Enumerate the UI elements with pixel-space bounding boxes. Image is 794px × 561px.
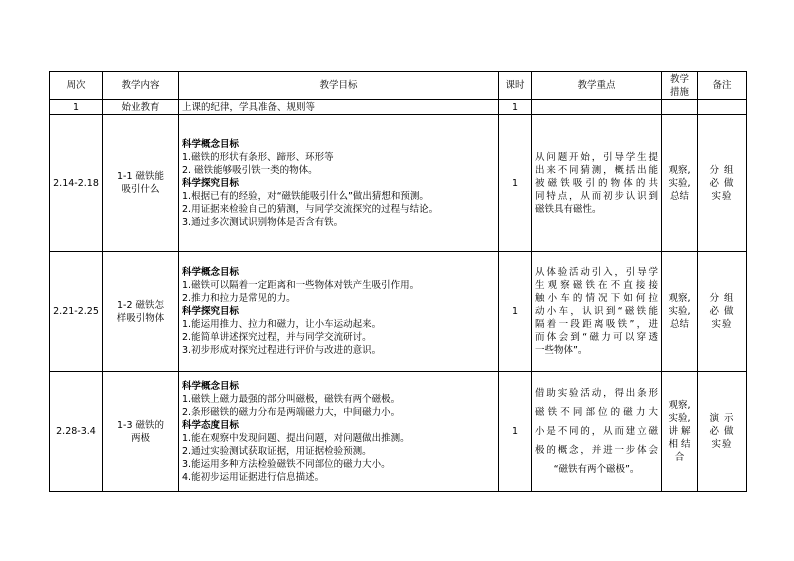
key-line: 出来不同猜测，概括出能 — [535, 164, 658, 176]
key-line: 触小车的情况下如何拉 — [535, 293, 658, 304]
measure-line: 观察, — [668, 164, 691, 176]
content-cell — [103, 252, 179, 372]
week-cell: 2.21-2.25 — [50, 252, 103, 372]
hours-cell: 1 — [499, 252, 532, 372]
goal-item: 4.能初步运用证据进行信息描述。 — [182, 471, 325, 483]
goal-section-title: 科学探究目标 — [182, 177, 240, 189]
header-measure-line-1: 教学 — [669, 73, 689, 85]
goal-item: 1.磁铁的形状有条形、蹄形、环形等 — [182, 151, 334, 163]
goal-section-title: 科学态度目标 — [182, 419, 240, 431]
note-line: 实验 — [711, 319, 733, 330]
header-row — [50, 72, 747, 100]
key-line: 从体验活动引入，引导学 — [535, 267, 658, 278]
goal-item: 3.通过多次测试识别物体是否含有铁。 — [182, 216, 344, 228]
note-line: 实验 — [711, 439, 733, 450]
key-line: 从问题开始，引导学生提 — [535, 151, 658, 163]
key-cell — [532, 115, 662, 252]
goal-item: 1.能在观察中发现问题、提出问题，对问题做出推测。 — [182, 432, 410, 444]
measure-cell — [662, 100, 698, 115]
content-line-2: 两极 — [130, 432, 150, 444]
key-line: 而体会到“磁力可以穿透 — [535, 332, 658, 343]
goal-section-title: 科学探究目标 — [182, 306, 240, 317]
measure-line: 实验, — [668, 306, 691, 317]
key-line: 小是不同的，从而建立磁 — [535, 426, 658, 437]
key-cell — [532, 372, 662, 492]
measure-cell — [662, 372, 698, 492]
goal-item: 2.能简单讲述探究过程，并与同学交流研讨。 — [182, 332, 372, 343]
goal-item: 3.能运用多种方法检验磁铁不同部位的磁力大小。 — [182, 458, 391, 470]
hours-cell: 1 — [499, 100, 532, 115]
goal-item: 2.推力和拉力是常见的力。 — [182, 293, 296, 304]
key-cell — [532, 252, 662, 372]
header-week: 周次 — [50, 72, 103, 100]
measure-cell — [662, 252, 698, 372]
note-cell — [698, 100, 747, 115]
goals-cell — [179, 252, 499, 372]
goal-item: 3.初步形成对探究过程进行评价与改进的意识。 — [182, 345, 382, 356]
week-cell: 2.14-2.18 — [50, 115, 103, 252]
content-line-1: 1-3 磁铁的 — [116, 419, 165, 431]
goals-cell — [179, 115, 499, 252]
content-cell — [103, 115, 179, 252]
measure-line: 合 — [674, 452, 685, 463]
key-line: 生观察磁铁在不直接接 — [535, 280, 658, 291]
measure-line: 总结 — [669, 190, 689, 202]
goals-cell: 上课的纪律，学具准备、规则等 — [179, 100, 499, 115]
week-cell: 1 — [50, 100, 103, 115]
note-line: 必 做 — [709, 306, 735, 317]
content-cell: 始业教育 — [103, 100, 179, 115]
key-line: “磁铁有两个磁极”。 — [553, 464, 640, 475]
table-row — [50, 252, 747, 372]
goal-section-title: 科学概念目标 — [182, 267, 240, 278]
note-cell — [698, 252, 747, 372]
header-hours: 课时 — [499, 72, 532, 100]
header-goals: 教学目标 — [179, 72, 499, 100]
measure-line: 观察, — [668, 400, 691, 411]
content-line-2: 吸引什么 — [121, 184, 160, 195]
hours-cell: 1 — [499, 115, 532, 252]
week-cell: 2.28-3.4 — [50, 372, 103, 492]
key-line: 被磁铁吸引的物体的共 — [535, 177, 658, 189]
goal-item: 2. 磁铁能够吸引铁一类的物体。 — [182, 164, 318, 176]
content-line-1: 1-1 磁铁能 — [116, 171, 165, 182]
note-line: 必 做 — [709, 177, 735, 189]
goal-item: 1.根据已有的经验，对“磁铁能吸引什么”做出猜想和预测。 — [182, 190, 429, 202]
key-line: 磁铁不同部位的磁力大 — [535, 407, 658, 418]
goal-item: 1.磁铁上磁力最强的部分叫磁极，磁铁有两个磁极。 — [182, 393, 401, 405]
measure-line: 相 结 — [668, 439, 691, 450]
header-measure-line-2: 措施 — [669, 86, 689, 98]
content-line-2: 样吸引物体 — [116, 312, 165, 324]
content-line-1: 1-2 磁铁怎 — [116, 299, 165, 311]
key-line: 隔着一段距离吸铁”，进 — [535, 319, 658, 330]
key-line: 极的概念，并进一步体会 — [535, 445, 658, 456]
note-line: 分 组 — [709, 293, 735, 304]
note-line: 必 做 — [709, 426, 735, 437]
note-line: 实验 — [711, 190, 733, 202]
note-cell — [698, 115, 747, 252]
header-content: 教学内容 — [103, 72, 179, 100]
measure-line: 实验, — [668, 177, 691, 189]
table-row — [50, 372, 747, 492]
key-line: 磁铁具有磁性。 — [535, 203, 602, 215]
goal-item: 1.磁铁可以隔着一定距离和一些物体对铁产生吸引作用。 — [182, 280, 420, 291]
content-cell — [103, 372, 179, 492]
hours-cell: 1 — [499, 372, 532, 492]
goal-section-title: 科学概念目标 — [182, 138, 240, 150]
measure-line: 总结 — [669, 319, 689, 330]
key-line: 借助实验活动，得出条形 — [535, 388, 658, 399]
header-note: 备注 — [698, 72, 747, 100]
goals-cell — [179, 372, 499, 492]
header-measure — [662, 72, 698, 100]
note-cell — [698, 372, 747, 492]
teaching-plan-table — [49, 71, 747, 492]
key-cell — [532, 100, 662, 115]
measure-cell — [662, 115, 698, 252]
header-key: 教学重点 — [532, 72, 662, 100]
note-line: 分 组 — [709, 164, 735, 176]
measure-line: 讲 解 — [668, 426, 691, 437]
goal-item: 2.用证据来检验自己的猜测，与同学交流探究的过程与结论。 — [182, 203, 439, 215]
key-line: 一些物体”。 — [535, 345, 588, 356]
note-line: 演 示 — [709, 413, 735, 424]
goal-item: 1.能运用推力、拉力和磁力，让小车运动起来。 — [182, 319, 382, 330]
goal-item: 2.通过实验测试获取证据，用证据检验预测。 — [182, 445, 372, 457]
key-line: 同特点，从而初步认识到 — [535, 190, 658, 202]
goal-item: 2.条形磁铁的磁力分布是两端磁力大，中间磁力小。 — [182, 406, 401, 418]
goal-section-title: 科学概念目标 — [182, 380, 240, 392]
measure-line: 观察, — [668, 293, 691, 304]
key-line: 动小车，认识到“磁铁能 — [535, 306, 658, 317]
table-row — [50, 100, 747, 115]
measure-line: 实验, — [668, 413, 691, 424]
table-row — [50, 115, 747, 252]
